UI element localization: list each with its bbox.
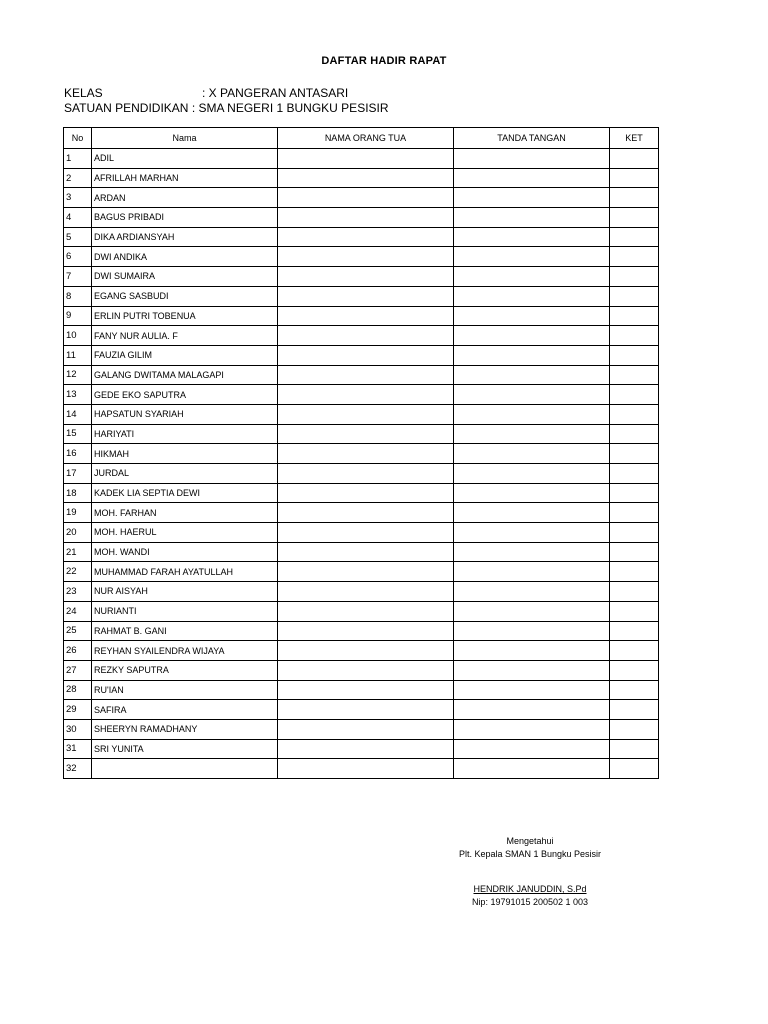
- row-nama-orang-tua: [278, 601, 454, 621]
- row-nama: ADIL: [92, 149, 278, 169]
- table-row: [64, 582, 659, 602]
- table-row: [64, 149, 659, 169]
- row-nama: KADEK LIA SEPTIA DEWI: [92, 483, 278, 503]
- row-number: 6: [64, 247, 92, 267]
- row-nama: HAPSATUN SYARIAH: [92, 404, 278, 424]
- row-tanda-tangan: [454, 385, 610, 405]
- row-ket: [610, 601, 659, 621]
- row-tanda-tangan: [454, 267, 610, 287]
- row-nama-orang-tua: [278, 719, 454, 739]
- row-tanda-tangan: [454, 582, 610, 602]
- table-row: [64, 503, 659, 523]
- row-number: 29: [64, 700, 92, 720]
- row-nama: [92, 759, 278, 779]
- row-tanda-tangan: [454, 542, 610, 562]
- header-nama-orang-tua: NAMA ORANG TUA: [278, 128, 454, 149]
- table-row: [64, 247, 659, 267]
- row-ket: [610, 168, 659, 188]
- table-row: [64, 345, 659, 365]
- table-row: [64, 719, 659, 739]
- row-nama: GALANG DWITAMA MALAGAPI: [92, 365, 278, 385]
- row-nama: DWI SUMAIRA: [92, 267, 278, 287]
- table-row: [64, 286, 659, 306]
- row-tanda-tangan: [454, 739, 610, 759]
- row-ket: [610, 424, 659, 444]
- header-nama: Nama: [92, 128, 278, 149]
- row-number: 11: [64, 345, 92, 365]
- table-row: [64, 227, 659, 247]
- row-nama-orang-tua: [278, 562, 454, 582]
- table-row: [64, 424, 659, 444]
- row-ket: [610, 306, 659, 326]
- row-nama-orang-tua: [278, 385, 454, 405]
- row-nama: FANY NUR AULIA. F: [92, 326, 278, 346]
- row-nama-orang-tua: [278, 345, 454, 365]
- row-tanda-tangan: [454, 464, 610, 484]
- table-row: [64, 168, 659, 188]
- table-row: [64, 660, 659, 680]
- row-nama-orang-tua: [278, 306, 454, 326]
- row-nama: HIKMAH: [92, 444, 278, 464]
- row-number: 1: [64, 149, 92, 169]
- row-number: 13: [64, 385, 92, 405]
- row-number: 19: [64, 503, 92, 523]
- row-nama-orang-tua: [278, 621, 454, 641]
- row-nama-orang-tua: [278, 660, 454, 680]
- row-nama: RU'IAN: [92, 680, 278, 700]
- row-tanda-tangan: [454, 621, 610, 641]
- row-number: 26: [64, 641, 92, 661]
- row-number: 27: [64, 660, 92, 680]
- table-row: [64, 542, 659, 562]
- table-row: [64, 444, 659, 464]
- row-number: 17: [64, 464, 92, 484]
- table-row: [64, 680, 659, 700]
- row-nama: ARDAN: [92, 188, 278, 208]
- row-nama-orang-tua: [278, 739, 454, 759]
- row-nama-orang-tua: [278, 444, 454, 464]
- row-tanda-tangan: [454, 562, 610, 582]
- row-ket: [610, 247, 659, 267]
- row-ket: [610, 444, 659, 464]
- row-number: 28: [64, 680, 92, 700]
- row-number: 3: [64, 188, 92, 208]
- row-ket: [610, 149, 659, 169]
- row-nama-orang-tua: [278, 208, 454, 228]
- row-tanda-tangan: [454, 700, 610, 720]
- table-row: [64, 523, 659, 543]
- row-number: 18: [64, 483, 92, 503]
- satuan-label: SATUAN PENDIDIKAN: [64, 101, 189, 115]
- row-number: 22: [64, 562, 92, 582]
- row-nama-orang-tua: [278, 700, 454, 720]
- table-row: [64, 306, 659, 326]
- row-number: 16: [64, 444, 92, 464]
- row-tanda-tangan: [454, 168, 610, 188]
- row-number: 8: [64, 286, 92, 306]
- row-nama: REYHAN SYAILENDRA WIJAYA: [92, 641, 278, 661]
- table-row: [64, 759, 659, 779]
- row-nama-orang-tua: [278, 641, 454, 661]
- row-ket: [610, 582, 659, 602]
- table-row: [64, 385, 659, 405]
- header-tanda-tangan: TANDA TANGAN: [454, 128, 610, 149]
- row-tanda-tangan: [454, 365, 610, 385]
- row-tanda-tangan: [454, 424, 610, 444]
- row-number: 31: [64, 739, 92, 759]
- kelas-line: [64, 86, 348, 100]
- row-tanda-tangan: [454, 601, 610, 621]
- row-nama-orang-tua: [278, 424, 454, 444]
- row-ket: [610, 641, 659, 661]
- row-nama: BAGUS PRIBADI: [92, 208, 278, 228]
- row-ket: [610, 621, 659, 641]
- row-tanda-tangan: [454, 660, 610, 680]
- row-nama-orang-tua: [278, 286, 454, 306]
- row-tanda-tangan: [454, 483, 610, 503]
- row-ket: [610, 385, 659, 405]
- row-tanda-tangan: [454, 641, 610, 661]
- row-nama-orang-tua: [278, 680, 454, 700]
- table-row: [64, 483, 659, 503]
- row-number: 2: [64, 168, 92, 188]
- header-no: No: [64, 128, 92, 149]
- row-number: 9: [64, 306, 92, 326]
- row-tanda-tangan: [454, 444, 610, 464]
- row-number: 30: [64, 719, 92, 739]
- row-number: 4: [64, 208, 92, 228]
- row-nama-orang-tua: [278, 365, 454, 385]
- row-number: 21: [64, 542, 92, 562]
- row-ket: [610, 208, 659, 228]
- row-number: 15: [64, 424, 92, 444]
- row-nama-orang-tua: [278, 464, 454, 484]
- row-tanda-tangan: [454, 227, 610, 247]
- row-ket: [610, 503, 659, 523]
- row-nama-orang-tua: [278, 503, 454, 523]
- row-number: 7: [64, 267, 92, 287]
- row-tanda-tangan: [454, 680, 610, 700]
- table-row: [64, 326, 659, 346]
- table-row: [64, 208, 659, 228]
- document-title: DAFTAR HADIR RAPAT: [321, 55, 447, 67]
- satuan-value: : SMA NEGERI 1 BUNGKU PESISIR: [191, 101, 389, 115]
- row-nama: DWI ANDIKA: [92, 247, 278, 267]
- row-number: 20: [64, 523, 92, 543]
- row-tanda-tangan: [454, 719, 610, 739]
- row-ket: [610, 286, 659, 306]
- row-tanda-tangan: [454, 149, 610, 169]
- row-tanda-tangan: [454, 247, 610, 267]
- row-tanda-tangan: [454, 759, 610, 779]
- row-tanda-tangan: [454, 306, 610, 326]
- row-nama: EGANG SASBUDI: [92, 286, 278, 306]
- row-tanda-tangan: [454, 503, 610, 523]
- row-tanda-tangan: [454, 326, 610, 346]
- row-ket: [610, 188, 659, 208]
- row-tanda-tangan: [454, 345, 610, 365]
- row-number: 12: [64, 365, 92, 385]
- row-ket: [610, 345, 659, 365]
- row-tanda-tangan: [454, 286, 610, 306]
- row-number: 5: [64, 227, 92, 247]
- kelas-label: KELAS: [64, 86, 103, 100]
- row-tanda-tangan: [454, 188, 610, 208]
- row-ket: [610, 404, 659, 424]
- row-ket: [610, 464, 659, 484]
- row-number: 14: [64, 404, 92, 424]
- table-body: [64, 149, 659, 779]
- attendance-table: [63, 127, 659, 779]
- row-number: 24: [64, 601, 92, 621]
- satuan-line: [64, 101, 389, 115]
- row-number: 23: [64, 582, 92, 602]
- table-row: [64, 188, 659, 208]
- row-ket: [610, 739, 659, 759]
- table-row: [64, 700, 659, 720]
- row-tanda-tangan: [454, 404, 610, 424]
- mengetahui-text: Mengetahui: [506, 836, 554, 846]
- row-tanda-tangan: [454, 208, 610, 228]
- table-row: [64, 621, 659, 641]
- row-nama: RAHMAT B. GANI: [92, 621, 278, 641]
- row-nama: SRI YUNITA: [92, 739, 278, 759]
- row-nama-orang-tua: [278, 523, 454, 543]
- row-ket: [610, 542, 659, 562]
- row-nama-orang-tua: [278, 188, 454, 208]
- signer-nip: Nip: 19791015 200502 1 003: [471, 897, 589, 907]
- row-nama: HARIYATI: [92, 424, 278, 444]
- row-nama-orang-tua: [278, 542, 454, 562]
- row-nama-orang-tua: [278, 149, 454, 169]
- table-row: [64, 464, 659, 484]
- row-nama-orang-tua: [278, 326, 454, 346]
- row-ket: [610, 719, 659, 739]
- row-ket: [610, 227, 659, 247]
- row-number: 25: [64, 621, 92, 641]
- row-nama: MOH. WANDI: [92, 542, 278, 562]
- row-nama: REZKY SAPUTRA: [92, 660, 278, 680]
- kelas-value: : X PANGERAN ANTASARI: [202, 86, 349, 100]
- row-nama-orang-tua: [278, 759, 454, 779]
- row-nama: SAFIRA: [92, 700, 278, 720]
- row-nama-orang-tua: [278, 168, 454, 188]
- row-nama: GEDE EKO SAPUTRA: [92, 385, 278, 405]
- row-nama: DIKA ARDIANSYAH: [92, 227, 278, 247]
- row-nama: JURDAL: [92, 464, 278, 484]
- row-nama: NURIANTI: [92, 601, 278, 621]
- row-ket: [610, 483, 659, 503]
- row-nama: ERLIN PUTRI TOBENUA: [92, 306, 278, 326]
- row-nama-orang-tua: [278, 483, 454, 503]
- row-ket: [610, 523, 659, 543]
- row-number: 32: [64, 759, 92, 779]
- row-tanda-tangan: [454, 523, 610, 543]
- table-row: [64, 601, 659, 621]
- table-row: [64, 404, 659, 424]
- row-ket: [610, 267, 659, 287]
- row-nama-orang-tua: [278, 267, 454, 287]
- row-nama: FAUZIA GILIM: [92, 345, 278, 365]
- row-nama-orang-tua: [278, 227, 454, 247]
- row-nama: SHEERYN RAMADHANY: [92, 719, 278, 739]
- table-row: [64, 641, 659, 661]
- row-number: 10: [64, 326, 92, 346]
- row-nama-orang-tua: [278, 404, 454, 424]
- table-row: [64, 267, 659, 287]
- header-ket: KET: [610, 128, 659, 149]
- row-ket: [610, 700, 659, 720]
- row-ket: [610, 680, 659, 700]
- row-ket: [610, 562, 659, 582]
- signer-name: HENDRIK JANUDDIN, S.Pd: [473, 884, 587, 894]
- row-ket: [610, 326, 659, 346]
- row-nama: MOH. HAERUL: [92, 523, 278, 543]
- row-nama-orang-tua: [278, 582, 454, 602]
- table-row: [64, 365, 659, 385]
- table-header-row: [64, 128, 659, 149]
- table-row: [64, 739, 659, 759]
- table-row: [64, 562, 659, 582]
- signer-position: Plt. Kepala SMAN 1 Bungku Pesisir: [458, 849, 602, 859]
- row-ket: [610, 759, 659, 779]
- row-ket: [610, 365, 659, 385]
- row-nama: MOH. FARHAN: [92, 503, 278, 523]
- row-nama: MUHAMMAD FARAH AYATULLAH: [92, 562, 278, 582]
- row-nama: NUR AISYAH: [92, 582, 278, 602]
- row-ket: [610, 660, 659, 680]
- row-nama-orang-tua: [278, 247, 454, 267]
- row-nama: AFRILLAH MARHAN: [92, 168, 278, 188]
